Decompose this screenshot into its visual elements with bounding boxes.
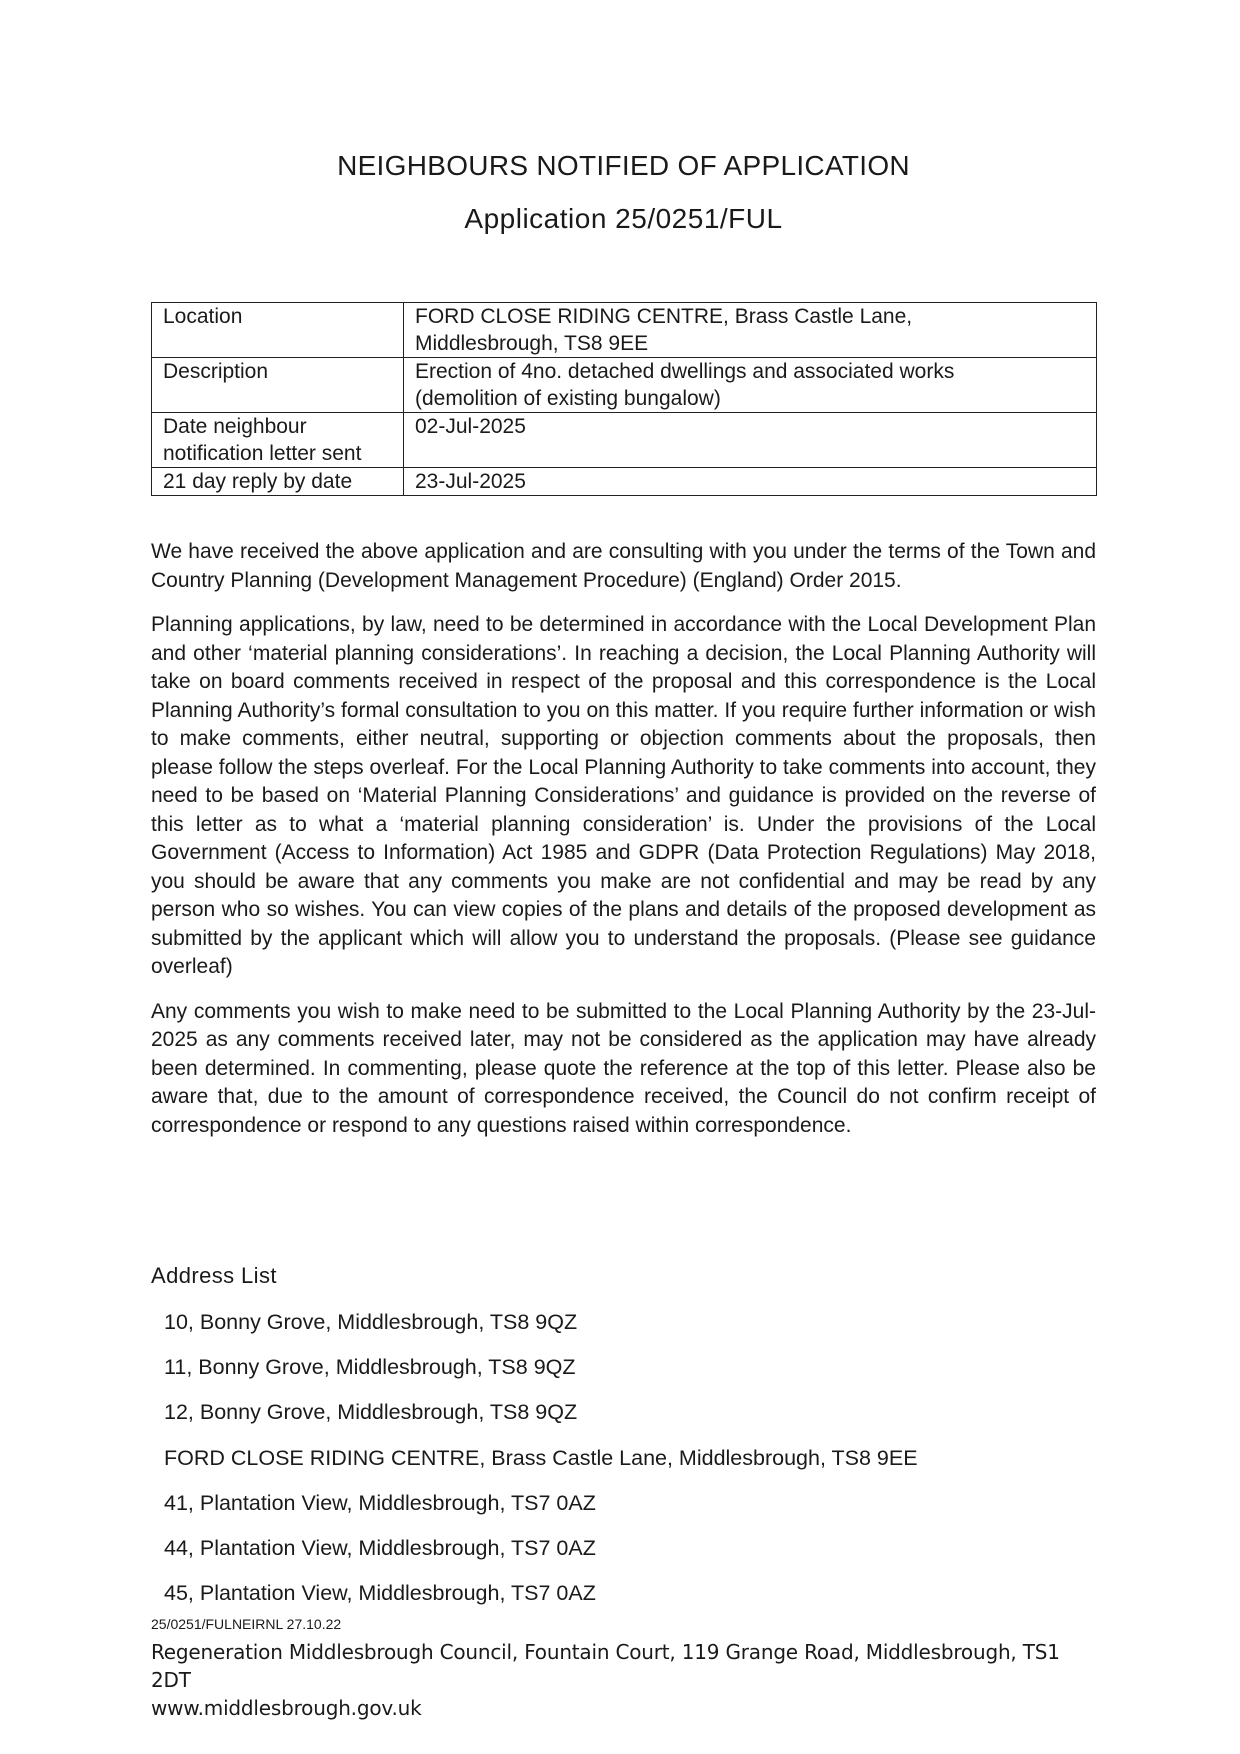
application-details-table <box>151 302 1097 496</box>
body-paragraph-1: We have received the above application and are consulting with you under the terms of the Town and Country Planning (Development Management Procedure) (England) Order 2015. <box>151 540 1096 592</box>
address-item: FORD CLOSE RIDING CENTRE, Brass Castle Lane, Middlesbrough, TS8 9EE <box>164 1445 918 1470</box>
description-value <box>404 358 1097 413</box>
letter-page <box>151 0 1096 1754</box>
date-sent-label <box>152 413 404 468</box>
body-paragraph-2: Planning applications, by law, need to be determined in accordance with the Local Development Plan and other ‘material planning considerations’. In reaching a decision, the Local Planning Authority will take on board comments received in respect of the proposal and this correspondence is the Local Planning Authority’s formal consultation to you on this matter. If you require further information or wish to make comments, either neutral, supporting or objection comments about the proposals, then please follow the steps overleaf. For the Local Planning Authority to take comments into account, they need to be based on ‘Material Planning Considerations’ and guidance is provided on the reverse of this letter as to what a ‘material planning consideration’ is. Under the provisions of the Local Government (Access to Information) Act 1985 and GDPR (Data Protection Regulations) May 2018, you should be aware that any comments you make are not confidential and may be read by any person who so wishes. You can view copies of the plans and details of the proposed development as submitted by the applicant which will allow you to understand the proposals. (Please see guidance overleaf) <box>151 613 1096 978</box>
application-reference: Application 25/0251/FUL <box>464 203 783 234</box>
letter-body <box>151 538 1096 1156</box>
footer-address: Regeneration Middlesbrough Council, Fountain Court, 119 Grange Road, Middlesbrough, TS1 2DT <box>151 1640 1060 1692</box>
location-line-1: FORD CLOSE RIDING CENTRE, Brass Castle Lane, <box>415 305 913 328</box>
address-item: 11, Bonny Grove, Middlesbrough, TS8 9QZ <box>164 1355 576 1380</box>
address-item: 44, Plantation View, Middlesbrough, TS7 0AZ <box>164 1535 596 1560</box>
table-row <box>152 358 1097 413</box>
footer-website-link[interactable]: www.middlesbrough.gov.uk <box>151 1696 422 1720</box>
date-sent-label-line-1: Date neighbour <box>163 415 307 438</box>
table-row <box>152 303 1097 358</box>
reply-by-value: 23-Jul-2025 <box>404 468 1097 496</box>
address-item: 41, Plantation View, Middlesbrough, TS7 0AZ <box>164 1490 596 1515</box>
footer-reference: 25/0251/FULNEIRNL 27.10.22 <box>151 1616 342 1632</box>
date-sent-value: 02-Jul-2025 <box>404 413 1097 468</box>
address-item: 10, Bonny Grove, Middlesbrough, TS8 9QZ <box>164 1310 578 1334</box>
address-item: 45, Plantation View, Middlesbrough, TS7 0AZ <box>164 1581 596 1606</box>
table-row <box>152 413 1097 468</box>
reply-by-label: 21 day reply by date <box>152 468 404 496</box>
description-line-1: Erection of 4no. detached dwellings and associated works <box>415 360 955 383</box>
description-line-2: (demolition of existing bungalow) <box>415 387 721 410</box>
address-item: 12, Bonny Grove, Middlesbrough, TS8 9QZ <box>164 1400 578 1425</box>
location-line-2: Middlesbrough, TS8 9EE <box>415 332 649 355</box>
table-row <box>152 468 1097 496</box>
date-sent-label-line-2: notification letter sent <box>163 442 362 465</box>
footer-contact <box>151 1638 1096 1722</box>
description-label: Description <box>152 358 404 413</box>
location-value <box>404 303 1097 358</box>
address-list-heading: Address List <box>151 1263 277 1288</box>
location-label: Location <box>152 303 404 358</box>
body-paragraph-3: Any comments you wish to make need to be submitted to the Local Planning Authority by the 23-Jul-2025 as any comments received later, may not be considered as the application may have already been determined. In commenting, please quote the reference at the top of this letter. Please also be aware that, due to the amount of correspondence received, the Council do not confirm receipt of correspondence or respond to any questions raised within correspondence. <box>151 999 1096 1137</box>
page-title: NEIGHBOURS NOTIFIED OF APPLICATION <box>337 150 910 181</box>
address-list <box>164 1300 918 1616</box>
